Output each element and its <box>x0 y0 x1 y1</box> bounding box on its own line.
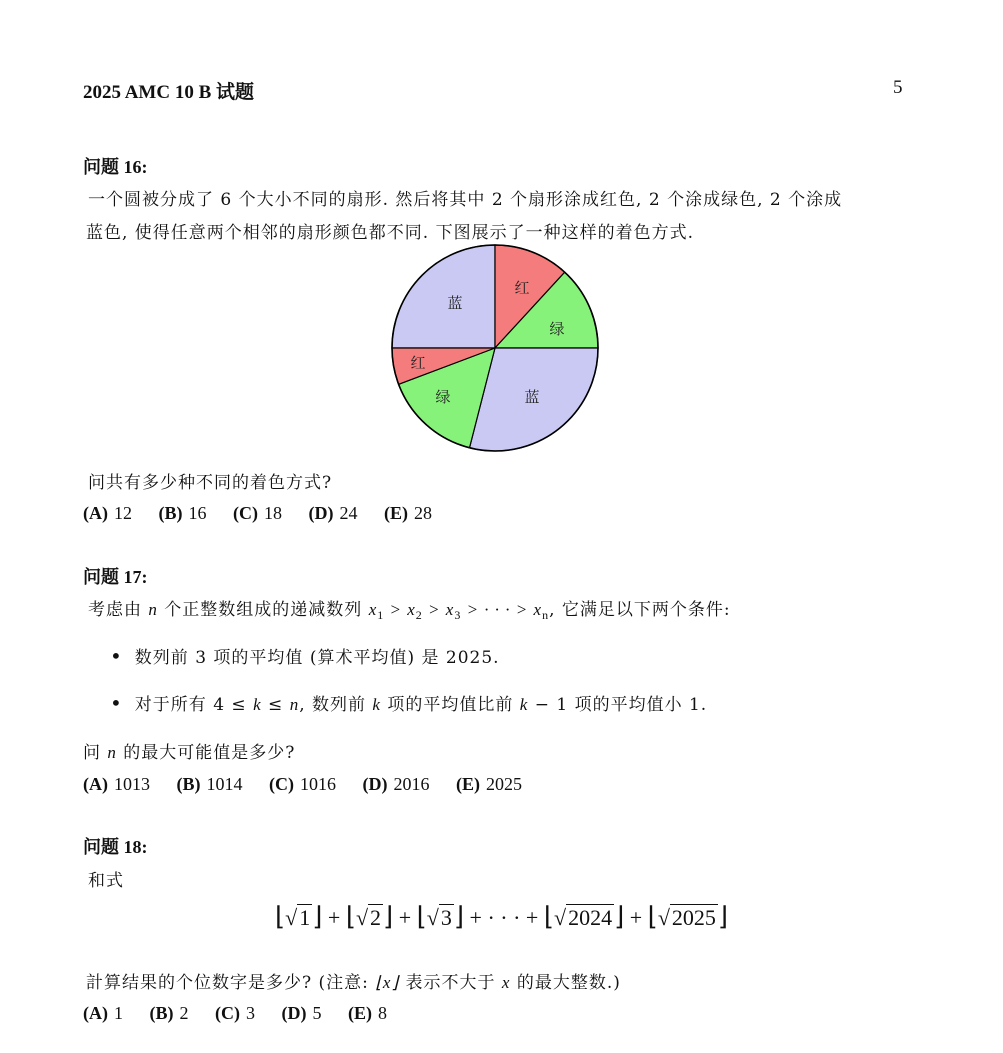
q18-option-a[interactable]: (A) 1 <box>83 1003 123 1023</box>
label-red-left: 红 <box>410 354 426 372</box>
q16-option-d[interactable]: (D) 24 <box>308 503 358 523</box>
q16-text-line2: 蓝色, 使得任意两个相邻的扇形颜色都不同. 下图展示了一种这样的着色方式. <box>86 223 695 243</box>
q16-text-line1: 一个圆被分成了 6 个大小不同的扇形. 然后将其中 2 个扇形涂成红色, 2 个涂成绿色, 2 个涂成 <box>88 190 843 210</box>
sequence-expression: $x_1 > x_2 > x_3$ > · · · > $x_n$ <box>368 600 550 622</box>
q18-intro: 和式 <box>88 871 124 891</box>
q18-option-b[interactable]: (B) 2 <box>149 1003 189 1023</box>
q16-question: 问共有多少种不同的着色方式? <box>88 473 333 493</box>
q17-option-a[interactable]: (A) 1013 <box>83 774 150 794</box>
pie-diagram <box>385 241 605 461</box>
q18-option-d[interactable]: (D) 5 <box>281 1003 322 1023</box>
q17-option-d[interactable]: (D) 2016 <box>362 774 430 794</box>
q18-option-e[interactable]: (E) 8 <box>348 1003 387 1023</box>
q16-options <box>83 503 454 524</box>
q17-text: 考虑由 n 个正整数组成的递减数列 $x_1 > x_2 > x_3$ > · · · > $x_n$, 它满足以下两个条件: <box>88 600 731 622</box>
q18-option-c[interactable]: (C) 3 <box>215 1003 255 1023</box>
q16-title: 问题 16: <box>83 157 148 177</box>
q17-option-c[interactable]: (C) 1016 <box>269 774 336 794</box>
q16-option-c[interactable]: (C) 18 <box>233 503 282 523</box>
q17-option-e[interactable]: (E) 2025 <box>456 774 522 794</box>
label-red-top: 红 <box>514 279 530 297</box>
q16-option-a[interactable]: (A) 12 <box>83 503 132 523</box>
page-number: 5 <box>893 77 903 98</box>
q17-bullet2: • 对于所有 4 ≤ k ≤ n, 数列前 k 项的平均值比前 k − 1 项的平均值小 1. <box>110 691 708 715</box>
q18-title: 问题 18: <box>83 837 148 857</box>
sum-formula: ⌊√1⌋ + ⌊√2⌋ + ⌊√3⌋ + · · · + ⌊√2024⌋ + ⌊√2025⌋ <box>275 902 729 931</box>
q17-title: 问题 17: <box>83 567 148 587</box>
q17-question: 问 n 的最大可能值是多少? <box>83 743 296 763</box>
header-title: 2025 AMC 10 B 试题 <box>83 82 255 103</box>
q18-question: 計算结果的个位数字是多少? (注意: ⌊x⌋ 表示不大于 x 的最大整数.) <box>86 973 621 993</box>
q17-option-b[interactable]: (B) 1014 <box>176 774 243 794</box>
q18-options <box>83 1003 409 1024</box>
sector-blue-top <box>392 245 495 348</box>
label-green-left: 绿 <box>435 388 451 406</box>
label-green-right: 绿 <box>549 320 565 338</box>
q16-option-e[interactable]: (E) 28 <box>384 503 432 523</box>
q17-bullet1: • 数列前 3 项的平均值 (算术平均值) 是 2025. <box>110 644 500 668</box>
label-blue-bottom: 蓝 <box>524 388 540 406</box>
label-blue-top: 蓝 <box>447 294 463 312</box>
q17-options <box>83 774 544 795</box>
q16-option-b[interactable]: (B) 16 <box>158 503 207 523</box>
